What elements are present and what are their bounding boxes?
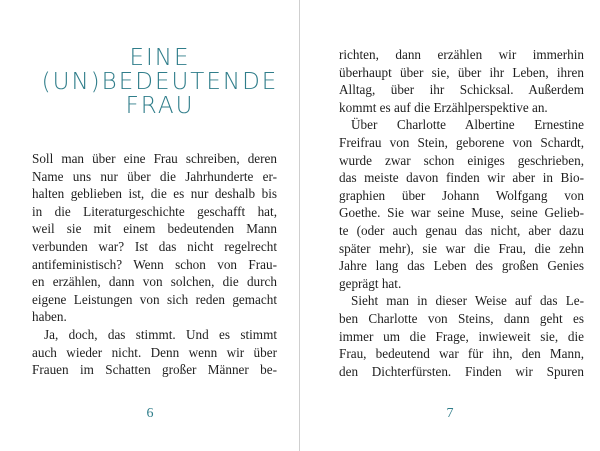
- text-line: geprägt hat.: [339, 275, 402, 291]
- text-line: weil sie mit einem bedeutenden Mann: [32, 221, 277, 237]
- left-body-text: [32, 150, 277, 379]
- text-line: immer um die Frage, inwieweit sie, die: [339, 328, 584, 344]
- text-line: den Dichterfürsten. Finden wir Spuren: [339, 363, 584, 379]
- text-line: Freifrau von Stein, geborene von Schardt,: [339, 134, 584, 150]
- text-line: Name uns nur über die Jahrhunderte er-: [32, 168, 277, 184]
- text-line: kommt es auf die Erzählperspektive an.: [339, 99, 548, 115]
- text-line: in die Literaturgeschichte geschafft hat,: [32, 203, 277, 219]
- title-line: FRAU: [125, 93, 195, 119]
- text-line: Frauen im Schatten großer Männer be-: [32, 362, 277, 378]
- text-line: Sieht man in dieser Weise auf das Le-: [351, 293, 584, 309]
- title-line: (UN)BEDEUTENDE: [41, 69, 279, 95]
- page-number-right: 7: [446, 406, 454, 421]
- text-line: en erzählen, dann von solchen, die durch: [32, 274, 277, 290]
- text-line: Alltag, über ihr Schicksal. Außerdem: [339, 82, 584, 98]
- text-line: Ja, doch, das stimmt. Und es stimmt: [44, 326, 277, 342]
- text-line: te (oder auch genau das nicht, aber dazu: [339, 222, 584, 238]
- text-line: antifeministisch? Wenn schon von Frau-: [32, 256, 277, 272]
- text-line: haben.: [32, 309, 67, 325]
- text-line: halten geblieben ist, die es nur deshalb bis: [32, 186, 277, 202]
- text-line: Über Charlotte Albertine Ernestine: [351, 117, 584, 133]
- text-line: Soll man über eine Frau schreiben, deren: [32, 151, 277, 166]
- text-line: wurde zwar schon einiges geschrieben,: [339, 152, 584, 168]
- text-line: Frau, bedeutend war für ihn, den Mann,: [339, 346, 584, 362]
- text-line: auch wieder nicht. Denn wenn wir über: [32, 344, 277, 360]
- text-line: graphien über Johann Wolfgang von: [339, 187, 584, 203]
- text-line: verbunden war? Ist das nicht regelrecht: [32, 238, 277, 254]
- text-line: ben Charlotte von Steins, dann geht es: [339, 310, 584, 326]
- right-page: [300, 0, 600, 451]
- title-line: EINE: [129, 45, 191, 71]
- text-line: später mehr), sie war die Frau, die zehn: [339, 240, 584, 256]
- text-line: richten, dann erzählen wir immerhin: [339, 47, 584, 62]
- text-line: das meiste davon finden wir aber in Bio-: [339, 170, 584, 186]
- text-line: Goethe. Sie war seine Muse, seine Gelieb-: [339, 205, 584, 221]
- text-line: überhaupt über sie, über ihr Leben, ihren: [339, 64, 584, 80]
- text-line: eigene Leistungen von sich reden gemacht: [32, 291, 277, 307]
- page-number-left: 6: [146, 406, 154, 421]
- right-body-text: [339, 46, 584, 380]
- chapter-title: [20, 46, 300, 118]
- text-line: Jahre lang das Leben des großen Genies: [339, 258, 584, 274]
